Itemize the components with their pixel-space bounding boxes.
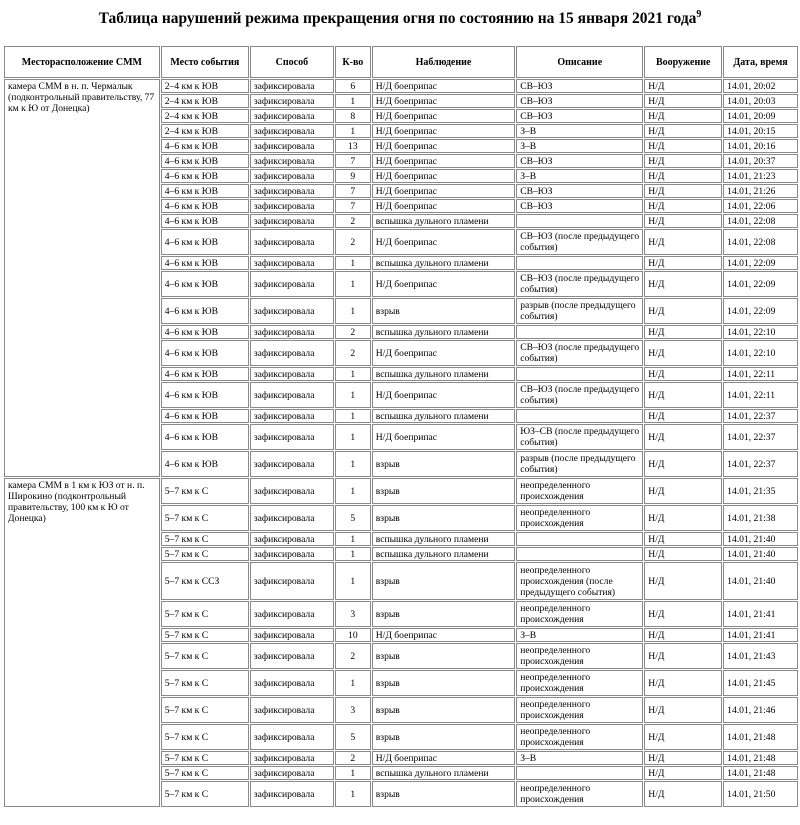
method-cell: зафиксировала [250,325,334,339]
method-cell: зафиксировала [250,340,334,366]
place-cell: 4–6 км к ЮВ [161,367,249,381]
description-cell [516,532,643,546]
weapon-cell: Н/Д [644,697,722,723]
description-cell: З–В [516,751,643,765]
datetime-cell: 14.01, 21:40 [723,532,798,546]
datetime-cell: 14.01, 22:09 [723,271,798,297]
table-header-row [4,46,798,78]
place-cell: 5–7 км к С [161,628,249,642]
weapon-cell: Н/Д [644,79,722,93]
method-cell: зафиксировала [250,124,334,138]
header-method: Способ [250,46,334,78]
count-cell: 1 [335,271,371,297]
place-cell: 4–6 км к ЮВ [161,256,249,270]
count-cell: 7 [335,199,371,213]
count-cell: 9 [335,169,371,183]
place-cell: 5–7 км к С [161,643,249,669]
method-cell: зафиксировала [250,601,334,627]
weapon-cell: Н/Д [644,154,722,168]
observation-cell: Н/Д боеприпас [372,751,515,765]
observation-cell: Н/Д боеприпас [372,340,515,366]
place-cell: 4–6 км к ЮВ [161,154,249,168]
datetime-cell: 14.01, 21:43 [723,643,798,669]
observation-cell: вспышка дульного пламени [372,256,515,270]
datetime-cell: 14.01, 22:11 [723,367,798,381]
description-cell: СВ–ЮЗ [516,199,643,213]
description-cell: неопределенного происхождения [516,601,643,627]
header-description: Описание [516,46,643,78]
count-cell: 1 [335,256,371,270]
observation-cell: Н/Д боеприпас [372,109,515,123]
count-cell: 5 [335,505,371,531]
description-cell: СВ–ЮЗ (после предыдущего события) [516,271,643,297]
weapon-cell: Н/Д [644,229,722,255]
method-cell: зафиксировала [250,94,334,108]
weapon-cell: Н/Д [644,367,722,381]
observation-cell: взрыв [372,697,515,723]
place-cell: 5–7 км к С [161,505,249,531]
method-cell: зафиксировала [250,697,334,723]
count-cell: 1 [335,424,371,450]
weapon-cell: Н/Д [644,751,722,765]
description-cell: неопределенного происхождения [516,781,643,807]
description-cell: З–В [516,169,643,183]
ceasefire-violations-table [3,45,799,808]
weapon-cell: Н/Д [644,94,722,108]
observation-cell: Н/Д боеприпас [372,271,515,297]
datetime-cell: 14.01, 22:09 [723,256,798,270]
datetime-cell: 14.01, 21:50 [723,781,798,807]
datetime-cell: 14.01, 22:10 [723,325,798,339]
method-cell: зафиксировала [250,751,334,765]
header-observation: Наблюдение [372,46,515,78]
weapon-cell: Н/Д [644,670,722,696]
datetime-cell: 14.01, 21:38 [723,505,798,531]
count-cell: 1 [335,547,371,561]
method-cell: зафиксировала [250,79,334,93]
datetime-cell: 14.01, 20:15 [723,124,798,138]
place-cell: 4–6 км к ЮВ [161,214,249,228]
datetime-cell: 14.01, 21:46 [723,697,798,723]
weapon-cell: Н/Д [644,124,722,138]
description-cell: ЮЗ–СВ (после предыдущего события) [516,424,643,450]
place-cell: 4–6 км к ЮВ [161,184,249,198]
datetime-cell: 14.01, 22:08 [723,229,798,255]
datetime-cell: 14.01, 22:06 [723,199,798,213]
weapon-cell: Н/Д [644,298,722,324]
description-cell: СВ–ЮЗ [516,94,643,108]
weapon-cell: Н/Д [644,199,722,213]
weapon-cell: Н/Д [644,724,722,750]
datetime-cell: 14.01, 20:09 [723,109,798,123]
method-cell: зафиксировала [250,382,334,408]
description-cell: неопределенного происхождения [516,643,643,669]
place-cell: 5–7 км к С [161,601,249,627]
observation-cell: взрыв [372,478,515,504]
count-cell: 2 [335,325,371,339]
place-cell: 4–6 км к ЮВ [161,340,249,366]
method-cell: зафиксировала [250,214,334,228]
description-cell: СВ–ЮЗ [516,154,643,168]
place-cell: 5–7 км к С [161,697,249,723]
title-text: Таблица нарушений режима прекращения огня по состоянию на 15 января 2021 года [98,10,697,27]
description-cell: неопределенного происхождения [516,505,643,531]
description-cell [516,214,643,228]
observation-cell: вспышка дульного пламени [372,367,515,381]
place-cell: 5–7 км к С [161,670,249,696]
weapon-cell: Н/Д [644,169,722,183]
datetime-cell: 14.01, 21:41 [723,601,798,627]
datetime-cell: 14.01, 22:08 [723,214,798,228]
method-cell: зафиксировала [250,478,334,504]
method-cell: зафиксировала [250,109,334,123]
method-cell: зафиксировала [250,505,334,531]
weapon-cell: Н/Д [644,547,722,561]
datetime-cell: 14.01, 21:35 [723,478,798,504]
method-cell: зафиксировала [250,298,334,324]
method-cell: зафиксировала [250,643,334,669]
place-cell: 4–6 км к ЮВ [161,424,249,450]
count-cell: 2 [335,643,371,669]
method-cell: зафиксировала [250,409,334,423]
weapon-cell: Н/Д [644,451,722,477]
datetime-cell: 14.01, 22:37 [723,451,798,477]
description-cell: СВ–ЮЗ (после предыдущего события) [516,229,643,255]
place-cell: 5–7 км к С [161,532,249,546]
description-cell: неопределенного происхождения [516,670,643,696]
observation-cell: взрыв [372,451,515,477]
observation-cell: Н/Д боеприпас [372,628,515,642]
observation-cell: Н/Д боеприпас [372,229,515,255]
method-cell: зафиксировала [250,229,334,255]
place-cell: 5–7 км к С [161,766,249,780]
observation-cell: Н/Д боеприпас [372,382,515,408]
datetime-cell: 14.01, 20:02 [723,79,798,93]
observation-cell: взрыв [372,562,515,600]
weapon-cell: Н/Д [644,256,722,270]
count-cell: 2 [335,229,371,255]
observation-cell: Н/Д боеприпас [372,184,515,198]
weapon-cell: Н/Д [644,109,722,123]
place-cell: 4–6 км к ЮВ [161,199,249,213]
table-body [4,79,798,807]
method-cell: зафиксировала [250,271,334,297]
count-cell: 1 [335,781,371,807]
description-cell [516,547,643,561]
observation-cell: взрыв [372,724,515,750]
datetime-cell: 14.01, 20:03 [723,94,798,108]
datetime-cell: 14.01, 22:11 [723,382,798,408]
description-cell: СВ–ЮЗ [516,109,643,123]
datetime-cell: 14.01, 21:40 [723,562,798,600]
observation-cell: Н/Д боеприпас [372,199,515,213]
count-cell: 3 [335,601,371,627]
datetime-cell: 14.01, 20:37 [723,154,798,168]
count-cell: 3 [335,697,371,723]
description-cell: СВ–ЮЗ (после предыдущего события) [516,340,643,366]
datetime-cell: 14.01, 21:26 [723,184,798,198]
description-cell: З–В [516,124,643,138]
count-cell: 1 [335,562,371,600]
place-cell: 4–6 км к ЮВ [161,169,249,183]
place-cell: 2–4 км к ЮВ [161,109,249,123]
description-cell: разрыв (после предыдущего события) [516,451,643,477]
description-cell: неопределенного происхождения [516,697,643,723]
count-cell: 2 [335,214,371,228]
place-cell: 5–7 км к С [161,781,249,807]
datetime-cell: 14.01, 21:45 [723,670,798,696]
count-cell: 1 [335,409,371,423]
datetime-cell: 14.01, 21:48 [723,724,798,750]
header-weapon: Вооружение [644,46,722,78]
method-cell: зафиксировала [250,367,334,381]
description-cell: разрыв (после предыдущего события) [516,298,643,324]
observation-cell: Н/Д боеприпас [372,79,515,93]
observation-cell: Н/Д боеприпас [372,154,515,168]
observation-cell: вспышка дульного пламени [372,214,515,228]
description-cell: СВ–ЮЗ (после предыдущего события) [516,382,643,408]
method-cell: зафиксировала [250,766,334,780]
observation-cell: взрыв [372,670,515,696]
method-cell: зафиксировала [250,451,334,477]
datetime-cell: 14.01, 22:09 [723,298,798,324]
description-cell [516,367,643,381]
description-cell: неопределенного происхождения [516,724,643,750]
weapon-cell: Н/Д [644,478,722,504]
place-cell: 2–4 км к ЮВ [161,79,249,93]
observation-cell: вспышка дульного пламени [372,547,515,561]
observation-cell: вспышка дульного пламени [372,409,515,423]
count-cell: 1 [335,124,371,138]
description-cell: неопределенного происхождения (после предыдущего события) [516,562,643,600]
description-cell: СВ–ЮЗ [516,184,643,198]
count-cell: 2 [335,340,371,366]
count-cell: 13 [335,139,371,153]
observation-cell: Н/Д боеприпас [372,124,515,138]
count-cell: 1 [335,298,371,324]
observation-cell: вспышка дульного пламени [372,532,515,546]
observation-cell: Н/Д боеприпас [372,169,515,183]
place-cell: 5–7 км к С [161,478,249,504]
weapon-cell: Н/Д [644,271,722,297]
table-row [4,478,798,504]
description-cell [516,409,643,423]
place-cell: 5–7 км к ССЗ [161,562,249,600]
description-cell: неопределенного происхождения [516,478,643,504]
method-cell: зафиксировала [250,139,334,153]
method-cell: зафиксировала [250,256,334,270]
place-cell: 4–6 км к ЮВ [161,382,249,408]
weapon-cell: Н/Д [644,184,722,198]
datetime-cell: 14.01, 21:41 [723,628,798,642]
description-cell [516,325,643,339]
count-cell: 1 [335,766,371,780]
count-cell: 2 [335,751,371,765]
description-cell: З–В [516,628,643,642]
observation-cell: Н/Д боеприпас [372,139,515,153]
count-cell: 6 [335,79,371,93]
datetime-cell: 14.01, 22:37 [723,409,798,423]
datetime-cell: 14.01, 20:16 [723,139,798,153]
count-cell: 8 [335,109,371,123]
place-cell: 2–4 км к ЮВ [161,124,249,138]
place-cell: 4–6 км к ЮВ [161,229,249,255]
header-location: Месторасположение СММ [4,46,160,78]
observation-cell: вспышка дульного пламени [372,766,515,780]
header-datetime: Дата, время [723,46,798,78]
place-cell: 4–6 км к ЮВ [161,271,249,297]
weapon-cell: Н/Д [644,781,722,807]
weapon-cell: Н/Д [644,601,722,627]
observation-cell: взрыв [372,643,515,669]
description-cell: СВ–ЮЗ [516,79,643,93]
place-cell: 2–4 км к ЮВ [161,94,249,108]
method-cell: зафиксировала [250,154,334,168]
count-cell: 5 [335,724,371,750]
count-cell: 1 [335,382,371,408]
observation-cell: взрыв [372,601,515,627]
method-cell: зафиксировала [250,199,334,213]
place-cell: 5–7 км к С [161,751,249,765]
count-cell: 7 [335,184,371,198]
count-cell: 1 [335,478,371,504]
count-cell: 1 [335,367,371,381]
method-cell: зафиксировала [250,424,334,450]
weapon-cell: Н/Д [644,214,722,228]
method-cell: зафиксировала [250,562,334,600]
count-cell: 1 [335,451,371,477]
weapon-cell: Н/Д [644,424,722,450]
weapon-cell: Н/Д [644,532,722,546]
datetime-cell: 14.01, 21:23 [723,169,798,183]
method-cell: зафиксировала [250,184,334,198]
title-footnote: 9 [696,8,702,20]
weapon-cell: Н/Д [644,505,722,531]
location-cell: камера СММ в 1 км к ЮЗ от н. п. Широкино (подконтрольный правительству, 100 км к Ю от Донецка) [4,478,160,807]
datetime-cell: 14.01, 22:37 [723,424,798,450]
location-cell: камера СММ в н. п. Чермалык (подконтрольный правительству, 77 км к Ю от Донецка) [4,79,160,477]
observation-cell: вспышка дульного пламени [372,325,515,339]
weapon-cell: Н/Д [644,628,722,642]
header-place: Место события [161,46,249,78]
count-cell: 1 [335,94,371,108]
observation-cell: взрыв [372,298,515,324]
count-cell: 7 [335,154,371,168]
observation-cell: Н/Д боеприпас [372,424,515,450]
table-container [3,45,799,808]
weapon-cell: Н/Д [644,409,722,423]
count-cell: 1 [335,670,371,696]
observation-cell: Н/Д боеприпас [372,94,515,108]
place-cell: 4–6 км к ЮВ [161,325,249,339]
weapon-cell: Н/Д [644,643,722,669]
weapon-cell: Н/Д [644,139,722,153]
datetime-cell: 14.01, 21:40 [723,547,798,561]
header-count: К-во [335,46,371,78]
method-cell: зафиксировала [250,670,334,696]
place-cell: 5–7 км к С [161,547,249,561]
method-cell: зафиксировала [250,781,334,807]
count-cell: 1 [335,532,371,546]
description-cell: З–В [516,139,643,153]
datetime-cell: 14.01, 21:48 [723,766,798,780]
method-cell: зафиксировала [250,169,334,183]
place-cell: 5–7 км к С [161,724,249,750]
datetime-cell: 14.01, 21:48 [723,751,798,765]
weapon-cell: Н/Д [644,340,722,366]
weapon-cell: Н/Д [644,766,722,780]
datetime-cell: 14.01, 22:10 [723,340,798,366]
table-row [4,79,798,93]
weapon-cell: Н/Д [644,325,722,339]
description-cell [516,256,643,270]
description-cell [516,766,643,780]
place-cell: 4–6 км к ЮВ [161,451,249,477]
method-cell: зафиксировала [250,628,334,642]
place-cell: 4–6 км к ЮВ [161,139,249,153]
observation-cell: взрыв [372,781,515,807]
count-cell: 10 [335,628,371,642]
method-cell: зафиксировала [250,724,334,750]
weapon-cell: Н/Д [644,382,722,408]
observation-cell: взрыв [372,505,515,531]
page-title [0,10,800,40]
method-cell: зафиксировала [250,532,334,546]
method-cell: зафиксировала [250,547,334,561]
weapon-cell: Н/Д [644,562,722,600]
place-cell: 4–6 км к ЮВ [161,409,249,423]
place-cell: 4–6 км к ЮВ [161,298,249,324]
